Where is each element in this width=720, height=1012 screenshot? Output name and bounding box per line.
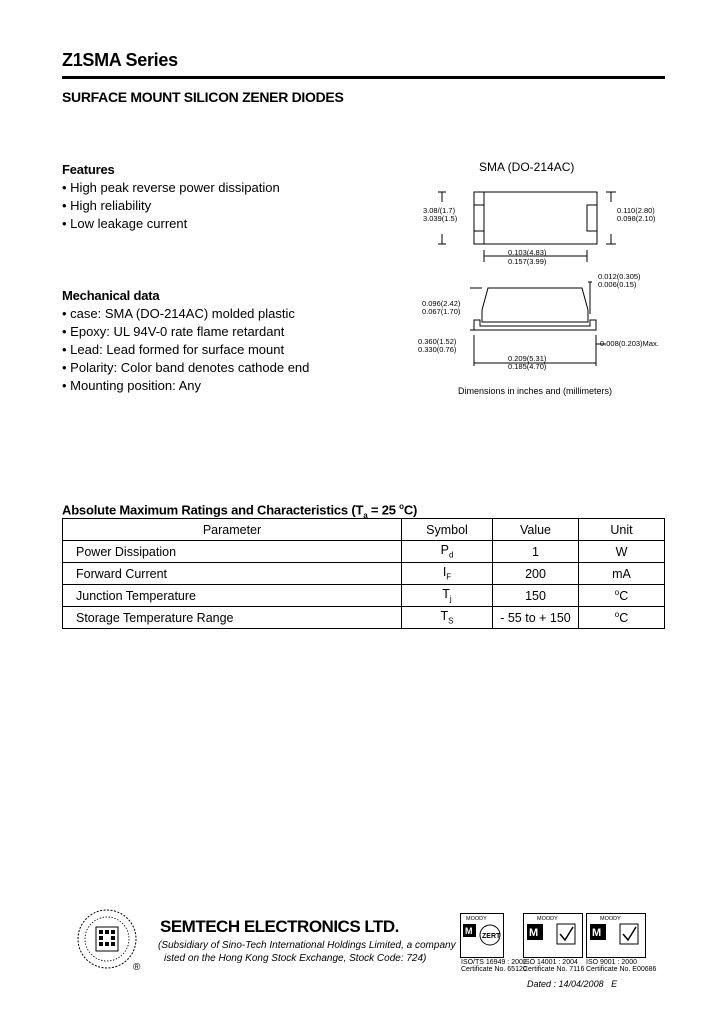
mechanical-list [62, 305, 309, 395]
cert-badge-iso14001-icon [523, 913, 583, 958]
column-header: Value [493, 519, 579, 541]
parameter-cell: Power Dissipation [63, 541, 402, 563]
list-item: • Lead: Lead formed for surface mount [62, 341, 309, 359]
symbol-cell: $I_F$ [402, 563, 493, 585]
unit-cell: mA [579, 563, 665, 585]
company-name: SEMTECH ELECTRONICS LTD. [160, 917, 399, 936]
dim-label: 0.185(4.70) [508, 362, 547, 371]
table-header-row [63, 519, 665, 541]
list-item: • case: SMA (DO-214AC) molded plastic [62, 305, 309, 323]
registered-mark: ® [133, 962, 141, 973]
table-row [63, 585, 665, 607]
table-row [63, 563, 665, 585]
dim-label: 3.08/(1.7) [423, 206, 456, 215]
document-subtitle: SURFACE MOUNT SILICON ZENER DIODES [62, 89, 344, 105]
value-cell: - 55 to + 150 [493, 607, 579, 629]
svg-text:MOODY: MOODY [466, 916, 487, 922]
ratings-table [62, 518, 665, 629]
list-item: • Polarity: Color band denotes cathode end [62, 359, 309, 377]
dim-label: 0.006(0.15) [598, 280, 637, 289]
dim-label: 0.330(0.76) [418, 345, 457, 354]
company-listing-line: isted on the Hong Kong Stock Exchange, Stock Code: 724) [164, 953, 427, 964]
dim-label: 0.103(4.83) [508, 248, 547, 257]
dim-label: 0.008(0.203)Max. [600, 339, 659, 348]
dimensions-caption: Dimensions in inches and (millimeters) [458, 386, 613, 396]
document-title: Z1SMA Series [62, 50, 178, 70]
features-list [62, 179, 280, 233]
dim-label: 0.110(2.80) [617, 206, 655, 215]
cert-caption: ISO/TS 16949 : 2002 Certificate No. 65120 [461, 959, 527, 973]
ratings-heading: Absolute Maximum Ratings and Characteristics ($T_a = 25$ $^o$C) [62, 502, 418, 520]
dim-label: 0.012(0.305) [598, 272, 641, 281]
cert-caption: ISO 14001 : 2004 Certificate No. 7116 [523, 959, 585, 973]
cert-badge-iso9001-icon [586, 913, 646, 958]
unit-cell: W [579, 541, 665, 563]
parameter-cell: Junction Temperature [63, 585, 402, 607]
symbol-cell: $P_d$ [402, 541, 493, 563]
value-cell: 150 [493, 585, 579, 607]
list-item: • High peak reverse power dissipation [62, 179, 280, 197]
column-header: Parameter [63, 519, 402, 541]
dim-label: 0.098(2.10) [617, 214, 656, 223]
unit-cell: $^o$C [579, 585, 665, 607]
body-profile [482, 288, 588, 310]
mechanical-heading: Mechanical data [62, 288, 160, 303]
list-item: • High reliability [62, 197, 280, 215]
features-heading: Features [62, 162, 115, 177]
dim-label: 0.209(5.31) [508, 354, 547, 363]
list-item: • Epoxy: UL 94V-0 rate flame retardant [62, 323, 309, 341]
svg-text:M: M [465, 926, 473, 936]
cert-badge-iso-ts-icon [460, 913, 504, 958]
semtech-logo-icon [76, 908, 138, 970]
parameter-cell: Forward Current [63, 563, 402, 585]
left-lead [474, 205, 484, 231]
dim-label: 0.360(1.52) [418, 337, 457, 346]
symbol-cell: $T_j$ [402, 585, 493, 607]
dim-label: 0.096(2.42) [422, 299, 461, 308]
svg-text:M: M [529, 927, 539, 939]
parameter-cell: Storage Temperature Range [63, 607, 402, 629]
value-cell: 200 [493, 563, 579, 585]
svg-text:M: M [592, 927, 602, 939]
svg-text:MOODY: MOODY [600, 916, 621, 922]
svg-text:ZERT: ZERT [482, 933, 501, 940]
table-row [63, 541, 665, 563]
package-outline-diagram [410, 180, 670, 380]
column-header: Symbol [402, 519, 493, 541]
list-item: • Low leakage current [62, 215, 280, 233]
dated-line: Dated : 14/04/2008 E [527, 979, 618, 989]
title-rule [62, 76, 665, 79]
top-view-labels [423, 206, 656, 266]
dim-label: 0.067(1.70) [422, 307, 461, 316]
column-header: Unit [579, 519, 665, 541]
table-row [63, 607, 665, 629]
dim-label: 0.157(3.99) [508, 257, 547, 266]
body-outline [474, 192, 597, 244]
symbol-cell: $T_S$ [402, 607, 493, 629]
list-item: • Mounting position: Any [62, 377, 309, 395]
package-label: SMA (DO-214AC) [479, 160, 575, 174]
unit-cell: $^o$C [579, 607, 665, 629]
right-lead [587, 205, 597, 231]
cert-caption: ISO 9001 : 2000 Certificate No. E00686 [586, 959, 657, 973]
company-subsidiary-line: (Subsidiary of Sino-Tech International Holdings Limited, a company [158, 940, 456, 951]
value-cell: 1 [493, 541, 579, 563]
dim-label: 3.039(1.5) [423, 214, 458, 223]
svg-text:MOODY: MOODY [537, 916, 558, 922]
